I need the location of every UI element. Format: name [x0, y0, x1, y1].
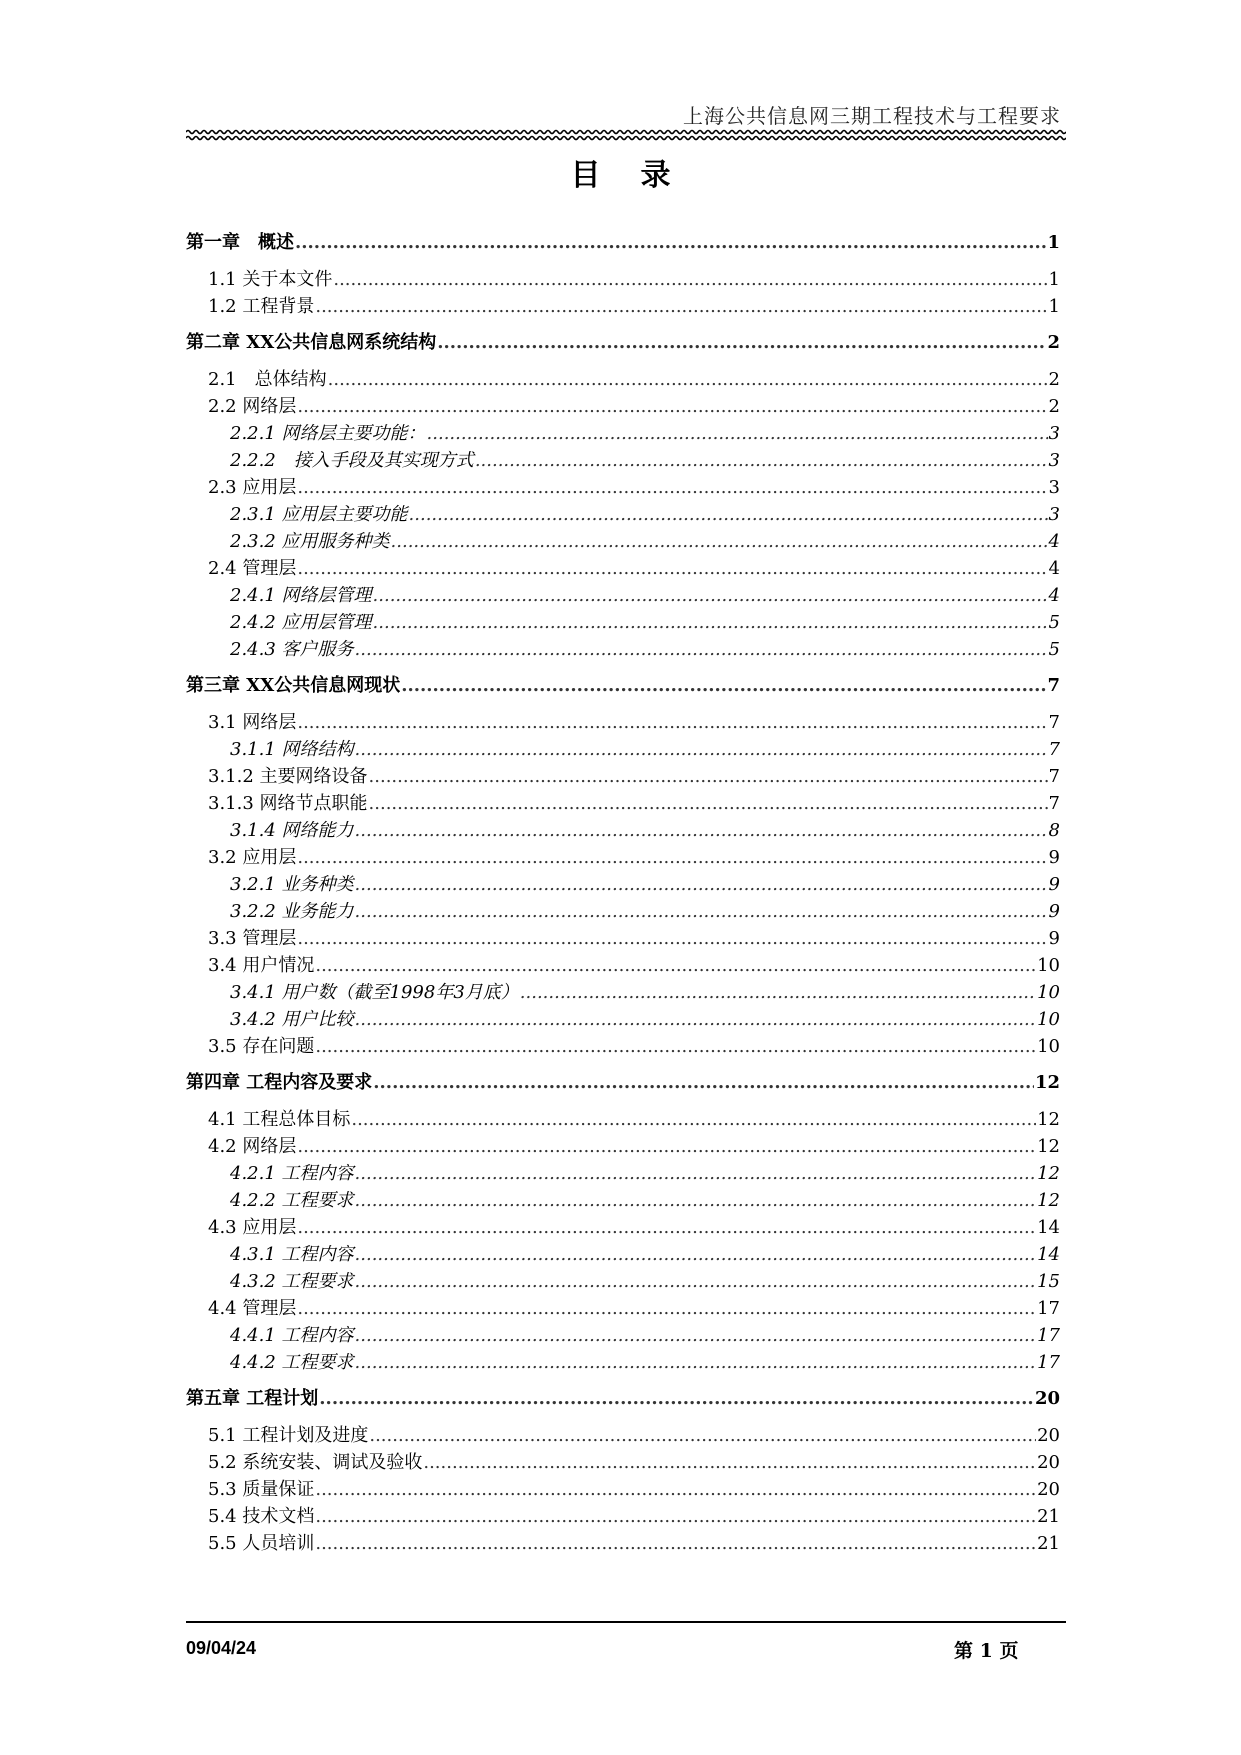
toc-leader-dots — [355, 736, 1048, 763]
toc-leader-dots — [427, 420, 1048, 447]
toc-entry[interactable] — [186, 844, 1060, 871]
toc-entry-page: 9 — [1048, 847, 1060, 868]
toc-entry[interactable] — [186, 709, 1060, 736]
toc-entry-page: 14 — [1037, 1217, 1060, 1238]
toc-entry-label: 第一章 概述 — [186, 232, 294, 253]
toc-leader-dots — [315, 1476, 1036, 1503]
toc-entry-page: 3 — [1048, 504, 1060, 525]
toc-entry-page: 10 — [1037, 1009, 1060, 1030]
toc-chapter-entry[interactable] — [186, 671, 1060, 701]
toc-entry-label: 3.1.4 网络能力 — [230, 820, 354, 841]
toc-entry-label: 3.1.3 网络节点职能 — [208, 793, 368, 814]
toc-entry-label: 3.2.2 业务能力 — [230, 901, 354, 922]
table-of-contents — [186, 228, 1060, 1557]
toc-entry-page: 3 — [1048, 477, 1060, 498]
toc-leader-dots — [373, 1068, 1034, 1098]
toc-entry-label: 4.2.2 工程要求 — [230, 1190, 354, 1211]
toc-leader-dots — [401, 671, 1046, 701]
toc-entry[interactable] — [186, 474, 1060, 501]
toc-leader-dots — [369, 790, 1048, 817]
toc-entry-label: 3.1.1 网络结构 — [230, 739, 354, 760]
toc-entry-page: 20 — [1037, 1452, 1060, 1473]
footer-date: 09/04/24 — [186, 1638, 257, 1658]
toc-entry[interactable] — [186, 763, 1060, 790]
toc-leader-dots — [315, 293, 1047, 320]
toc-entry-label: 第三章 XX公共信息网现状 — [186, 675, 401, 696]
toc-entry-page: 14 — [1037, 1244, 1060, 1265]
toc-leader-dots — [297, 1214, 1036, 1241]
toc-entry-page: 1 — [1047, 232, 1060, 253]
toc-leader-dots — [409, 501, 1048, 528]
toc-leader-dots — [297, 925, 1047, 952]
toc-entry[interactable] — [186, 1133, 1060, 1160]
toc-entry[interactable] — [186, 366, 1060, 393]
toc-entry-page: 9 — [1048, 928, 1060, 949]
toc-leader-dots — [355, 1006, 1037, 1033]
toc-entry[interactable] — [186, 952, 1060, 979]
toc-leader-dots — [373, 582, 1048, 609]
toc-leader-dots — [297, 555, 1047, 582]
toc-entry-label: 5.1 工程计划及进度 — [208, 1425, 369, 1446]
toc-entry-page: 20 — [1037, 1479, 1060, 1500]
toc-leader-dots — [369, 763, 1048, 790]
toc-leader-dots — [355, 1187, 1037, 1214]
toc-entry-label: 2.3 应用层 — [208, 477, 297, 498]
toc-entry[interactable] — [186, 979, 1060, 1006]
toc-entry-label: 3.2 应用层 — [208, 847, 297, 868]
toc-leader-dots — [315, 1503, 1036, 1530]
toc-entry[interactable] — [186, 1322, 1060, 1349]
toc-entry-page: 4 — [1048, 531, 1060, 552]
toc-entry-label: 第四章 工程内容及要求 — [186, 1072, 373, 1093]
toc-leader-dots — [369, 1422, 1036, 1449]
toc-entry-page: 17 — [1037, 1325, 1060, 1346]
toc-entry-page: 15 — [1037, 1271, 1060, 1292]
toc-entry[interactable] — [186, 1187, 1060, 1214]
toc-leader-dots — [355, 871, 1048, 898]
toc-entry[interactable] — [186, 528, 1060, 555]
toc-leader-dots — [315, 1033, 1036, 1060]
toc-leader-dots — [355, 817, 1048, 844]
toc-entry-label: 第五章 工程计划 — [186, 1388, 319, 1409]
toc-leader-dots — [355, 1322, 1037, 1349]
toc-entry-label: 4.3.2 工程要求 — [230, 1271, 354, 1292]
toc-leader-dots — [297, 474, 1047, 501]
chapter-spacer — [186, 701, 1060, 709]
toc-entry-page: 3 — [1048, 423, 1060, 444]
toc-entry[interactable] — [186, 1530, 1060, 1557]
toc-entry[interactable] — [186, 1160, 1060, 1187]
toc-entry-page: 12 — [1037, 1190, 1060, 1211]
toc-entry[interactable] — [186, 447, 1060, 474]
toc-entry[interactable] — [186, 925, 1060, 952]
toc-entry[interactable] — [186, 393, 1060, 420]
toc-entry-page: 12 — [1037, 1136, 1060, 1157]
toc-chapter-entry[interactable] — [186, 328, 1060, 358]
toc-entry-label: 3.4.1 用户数（截至1998年3月底） — [230, 982, 519, 1003]
toc-entry-label: 4.4.1 工程内容 — [230, 1325, 354, 1346]
toc-entry-page: 17 — [1037, 1298, 1060, 1319]
toc-entry-label: 3.2.1 业务种类 — [230, 874, 354, 895]
toc-entry[interactable] — [186, 636, 1060, 663]
toc-leader-dots — [423, 1449, 1036, 1476]
toc-leader-dots — [475, 447, 1048, 474]
toc-entry-label: 2.4 管理层 — [208, 558, 297, 579]
toc-leader-dots — [319, 1384, 1034, 1414]
toc-entry[interactable] — [186, 266, 1060, 293]
toc-entry-label: 4.1 工程总体目标 — [208, 1109, 351, 1130]
toc-leader-dots — [355, 898, 1048, 925]
toc-leader-dots — [328, 366, 1048, 393]
toc-leader-dots — [355, 636, 1048, 663]
toc-title: 目录 — [570, 158, 711, 193]
toc-entry[interactable] — [186, 1214, 1060, 1241]
toc-entry[interactable] — [186, 871, 1060, 898]
toc-entry-page: 2 — [1048, 396, 1060, 417]
chapter-spacer — [186, 358, 1060, 366]
toc-leader-dots — [295, 228, 1046, 258]
toc-entry-page: 5 — [1048, 612, 1060, 633]
toc-entry-label: 3.3 管理层 — [208, 928, 297, 949]
toc-entry-page: 12 — [1037, 1163, 1060, 1184]
toc-leader-dots — [351, 1106, 1036, 1133]
toc-entry[interactable] — [186, 1106, 1060, 1133]
toc-entry[interactable] — [186, 1422, 1060, 1449]
toc-entry-label: 2.4.3 客户服务 — [230, 639, 354, 660]
toc-entry-label: 5.3 质量保证 — [208, 1479, 315, 1500]
toc-entry-label: 第二章 XX公共信息网系统结构 — [186, 332, 437, 353]
chapter-spacer — [186, 1414, 1060, 1422]
toc-entry-label: 3.1 网络层 — [208, 712, 297, 733]
toc-entry-label: 4.4 管理层 — [208, 1298, 297, 1319]
toc-entry[interactable] — [186, 501, 1060, 528]
toc-entry-page: 20 — [1037, 1425, 1060, 1446]
chapter-spacer — [186, 1098, 1060, 1106]
toc-leader-dots — [355, 1268, 1037, 1295]
toc-entry-page: 8 — [1048, 820, 1060, 841]
toc-chapter-entry[interactable] — [186, 1068, 1060, 1098]
toc-entry[interactable] — [186, 1449, 1060, 1476]
toc-entry-page: 4 — [1048, 558, 1060, 579]
toc-entry-label: 5.5 人员培训 — [208, 1533, 315, 1554]
toc-entry-page: 17 — [1037, 1352, 1060, 1373]
toc-leader-dots — [297, 393, 1047, 420]
toc-entry-page: 3 — [1048, 450, 1060, 471]
toc-leader-dots — [333, 266, 1047, 293]
toc-leader-dots — [315, 952, 1036, 979]
toc-leader-dots — [297, 1133, 1036, 1160]
toc-entry[interactable] — [186, 1268, 1060, 1295]
toc-entry-label: 1.2 工程背景 — [208, 296, 315, 317]
toc-leader-dots — [437, 328, 1046, 358]
toc-entry-label: 3.4.2 用户比较 — [230, 1009, 354, 1030]
toc-leader-dots — [373, 609, 1048, 636]
toc-entry[interactable] — [186, 1476, 1060, 1503]
toc-entry[interactable] — [186, 817, 1060, 844]
toc-entry-page: 10 — [1037, 1036, 1060, 1057]
toc-entry-label: 4.2 网络层 — [208, 1136, 297, 1157]
footer-page-number: 第 1 页 — [954, 1640, 1019, 1662]
toc-chapter-entry[interactable] — [186, 1384, 1060, 1414]
toc-entry[interactable] — [186, 1349, 1060, 1376]
toc-entry-page: 10 — [1037, 955, 1060, 976]
toc-entry-label: 5.4 技术文档 — [208, 1506, 315, 1527]
header-wavy-rule — [186, 128, 1066, 142]
chapter-spacer — [186, 258, 1060, 266]
toc-entry-page: 21 — [1037, 1506, 1060, 1527]
toc-entry-page: 5 — [1048, 639, 1060, 660]
toc-entry-page: 7 — [1048, 766, 1060, 787]
toc-entry-label: 4.3 应用层 — [208, 1217, 297, 1238]
toc-entry-label: 2.2.2 接入手段及其实现方式 — [230, 450, 474, 471]
toc-entry-page: 21 — [1037, 1533, 1060, 1554]
toc-entry[interactable] — [186, 609, 1060, 636]
toc-entry-page: 12 — [1037, 1109, 1060, 1130]
toc-entry-page: 1 — [1048, 296, 1060, 317]
toc-leader-dots — [315, 1530, 1036, 1557]
toc-entry[interactable] — [186, 1033, 1060, 1060]
toc-entry[interactable] — [186, 582, 1060, 609]
toc-entry-label: 4.2.1 工程内容 — [230, 1163, 354, 1184]
toc-leader-dots — [297, 1295, 1036, 1322]
toc-entry[interactable] — [186, 898, 1060, 925]
toc-entry-label: 2.2.1 网络层主要功能： — [230, 423, 426, 444]
toc-leader-dots — [520, 979, 1036, 1006]
toc-entry-label: 3.1.2 主要网络设备 — [208, 766, 368, 787]
toc-entry[interactable] — [186, 293, 1060, 320]
toc-entry-page: 2 — [1047, 332, 1060, 353]
toc-leader-dots — [355, 1241, 1037, 1268]
toc-entry-page: 4 — [1048, 585, 1060, 606]
toc-entry[interactable] — [186, 555, 1060, 582]
toc-entry[interactable] — [186, 1006, 1060, 1033]
toc-leader-dots — [297, 709, 1047, 736]
toc-entry-label: 4.3.1 工程内容 — [230, 1244, 354, 1265]
toc-entry-page: 12 — [1034, 1072, 1060, 1093]
toc-entry[interactable] — [186, 1503, 1060, 1530]
toc-entry-label: 2.3.2 应用服务种类 — [230, 531, 390, 552]
toc-entry[interactable] — [186, 736, 1060, 763]
toc-entry-page: 2 — [1048, 369, 1060, 390]
toc-entry-label: 2.3.1 应用层主要功能 — [230, 504, 408, 525]
toc-entry-label: 5.2 系统安装、调试及验收 — [208, 1452, 423, 1473]
toc-entry-label: 2.4.2 应用层管理 — [230, 612, 372, 633]
toc-entry-page: 10 — [1037, 982, 1060, 1003]
toc-leader-dots — [297, 844, 1047, 871]
toc-entry-page: 20 — [1034, 1388, 1060, 1409]
toc-entry-label: 3.5 存在问题 — [208, 1036, 315, 1057]
running-header: 上海公共信息网三期工程技术与工程要求 — [683, 104, 1061, 128]
toc-leader-dots — [391, 528, 1048, 555]
footer-rule — [186, 1621, 1066, 1623]
toc-entry[interactable] — [186, 790, 1060, 817]
toc-entry-label: 4.4.2 工程要求 — [230, 1352, 354, 1373]
toc-entry[interactable] — [186, 420, 1060, 447]
toc-entry-label: 2.1 总体结构 — [208, 369, 327, 390]
toc-entry-page: 1 — [1048, 269, 1060, 290]
toc-leader-dots — [355, 1160, 1037, 1187]
toc-entry[interactable] — [186, 1295, 1060, 1322]
toc-entry-label: 2.4.1 网络层管理 — [230, 585, 372, 606]
toc-leader-dots — [355, 1349, 1037, 1376]
toc-entry-page: 7 — [1048, 712, 1060, 733]
toc-entry-label: 2.2 网络层 — [208, 396, 297, 417]
toc-entry[interactable] — [186, 1241, 1060, 1268]
toc-entry-label: 1.1 关于本文件 — [208, 269, 333, 290]
toc-chapter-entry[interactable] — [186, 228, 1060, 258]
toc-entry-page: 7 — [1048, 739, 1060, 760]
toc-entry-page: 9 — [1048, 874, 1060, 895]
toc-entry-page: 9 — [1048, 901, 1060, 922]
toc-entry-label: 3.4 用户情况 — [208, 955, 315, 976]
toc-entry-page: 7 — [1048, 793, 1060, 814]
toc-entry-page: 7 — [1047, 675, 1060, 696]
